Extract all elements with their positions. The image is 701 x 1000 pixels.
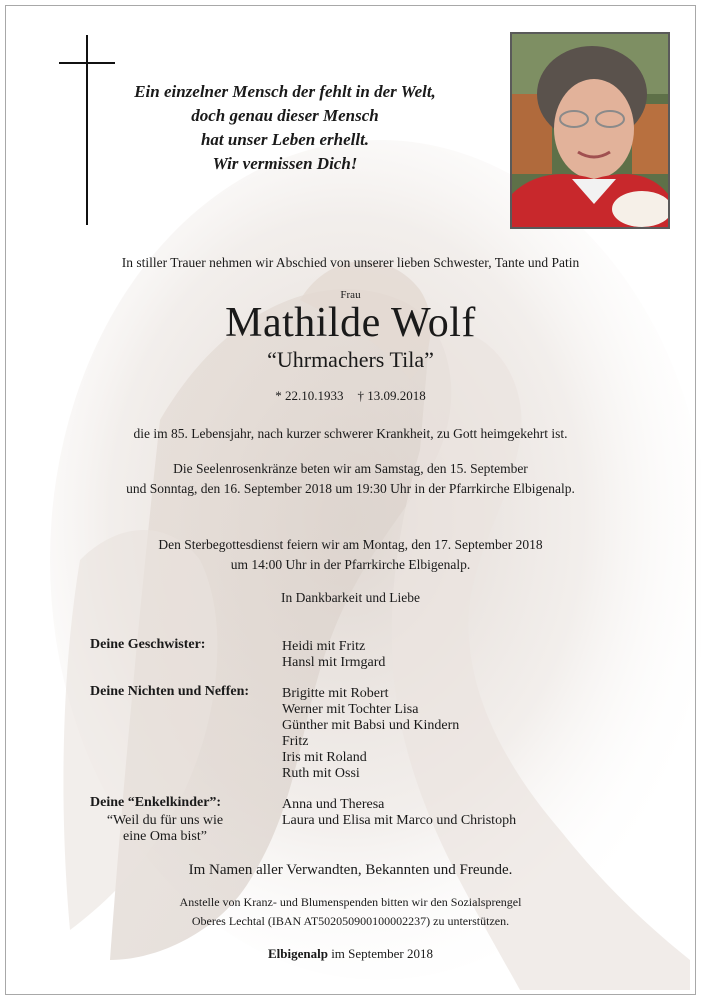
grandchildren-list <box>282 797 516 829</box>
siblings-label: Deine Geschwister: <box>90 637 206 652</box>
list-item: Fritz <box>282 734 309 749</box>
verse-line-1: Ein einzelner Mensch der fehlt in der Welt, <box>134 82 436 101</box>
closing-line <box>30 946 671 962</box>
families-line: Im Namen aller Verwandten, Bekannten und Freunde. <box>188 862 513 878</box>
mass-line-1: Den Sterbegottesdienst feiern wir am Montag, den 17. September 2018 <box>158 537 543 552</box>
list-item: Heidi mit Fritz <box>282 639 366 654</box>
death-symbol-icon: † <box>357 388 364 403</box>
quote-line-2: eine Oma bist” <box>123 829 207 844</box>
intro-text: In stiller Trauer nehmen wir Abschied von unserer lieben Schwester, Tante und Patin <box>121 255 580 270</box>
nickname: “Uhrmachers Tila” <box>267 347 434 372</box>
list-item: Ruth mit Ossi <box>282 766 360 781</box>
list-item: Werner mit Tochter Lisa <box>282 702 419 717</box>
gratitude-line: In Dankbarkeit und Liebe <box>280 590 421 605</box>
life-dates <box>30 388 671 404</box>
memorial-verse <box>120 80 450 176</box>
donation-line-2: Oberes Lechtal (IBAN AT502050900100002237) zu unterstützen. <box>191 914 510 928</box>
list-item: Brigitte mit Robert <box>282 686 389 701</box>
list-item: Günther mit Babsi und Kindern <box>282 718 460 733</box>
rosary-line-1: Die Seelenrosenkränze beten wir am Samstag, den 15. September <box>173 461 528 476</box>
grandchildren-label: Deine “Enkelkinder”: <box>90 795 222 810</box>
list-item: Laura und Elisa mit Marco und Christoph <box>282 813 517 828</box>
title-prefix: Frau <box>340 289 361 301</box>
donation-line-1: Anstelle von Kranz- und Blumenspenden bitten wir den Sozialsprengel <box>179 895 522 909</box>
nieces-label: Deine Nichten und Neffen: <box>90 684 250 699</box>
age-line: die im 85. Lebensjahr, nach kurzer schwerer Krankheit, zu Gott heimgekehrt ist. <box>133 426 568 441</box>
verse-line-3: hat unser Leben erhellt. <box>200 130 370 149</box>
list-item: Iris mit Roland <box>282 750 367 765</box>
rosary-line-2: und Sonntag, den 16. September 2018 um 19:30 Uhr in der Pfarrkirche Elbigenalp. <box>126 481 575 496</box>
quote-line-1: “Weil du für uns wie <box>106 813 224 828</box>
list-item: Hansl mit Irmgard <box>282 655 386 670</box>
closing-date: im September 2018 <box>331 946 434 961</box>
verse-line-4: Wir vermissen Dich! <box>212 154 358 173</box>
closing-place: Elbigenalp <box>267 946 328 961</box>
portrait-photo <box>510 32 670 229</box>
nieces-list <box>282 686 459 782</box>
deceased-name: Mathilde Wolf <box>225 300 476 346</box>
birth-date: * 22.10.1933 <box>275 388 344 403</box>
siblings-list <box>282 639 385 671</box>
death-date: 13.09.2018 <box>367 388 426 403</box>
grandchildren-quote <box>90 813 240 845</box>
mass-line-2: um 14:00 Uhr in der Pfarrkirche Elbigenalp. <box>230 557 471 572</box>
cross-icon-bar <box>59 62 115 64</box>
list-item: Anna und Theresa <box>282 797 385 812</box>
verse-line-2: doch genau dieser Mensch <box>191 106 379 125</box>
